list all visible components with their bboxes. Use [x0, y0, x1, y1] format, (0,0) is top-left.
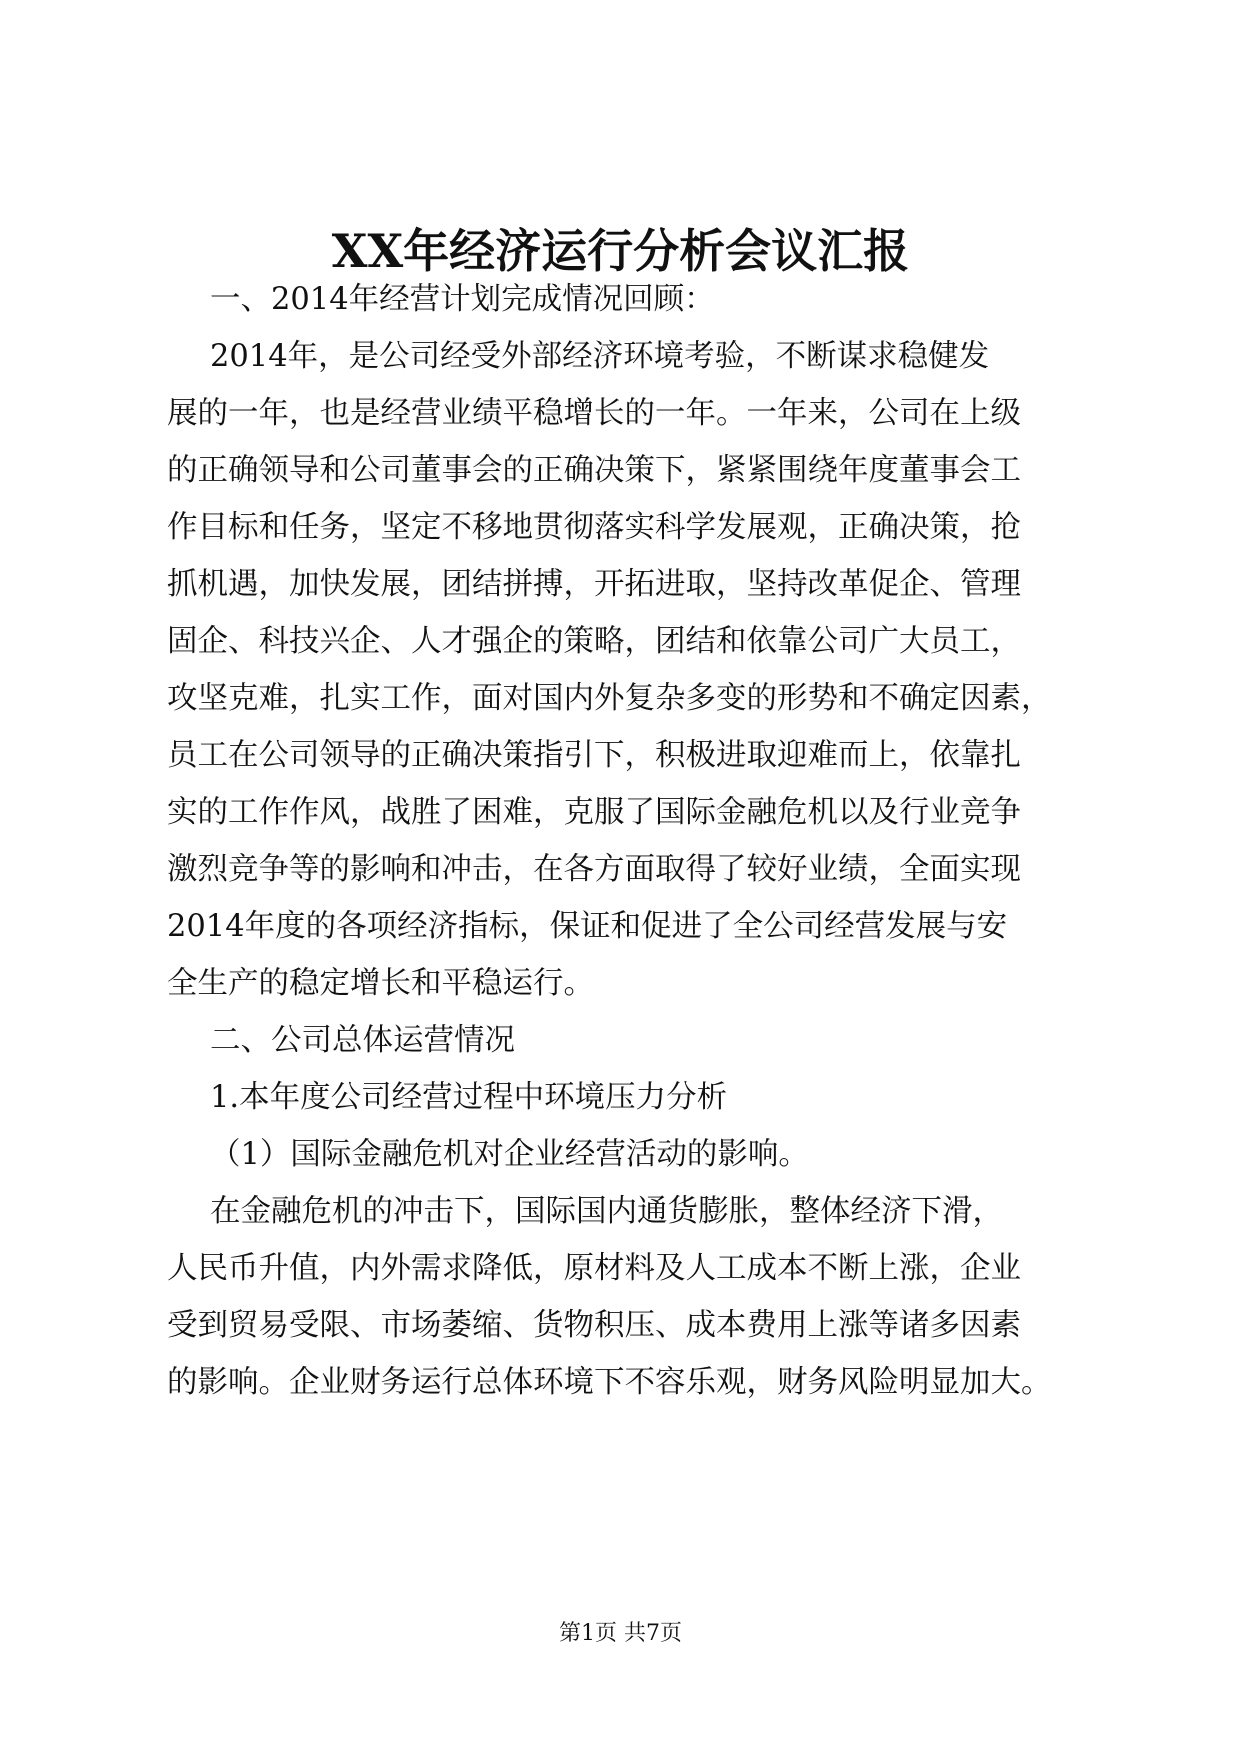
paragraph-line: 攻坚克难，扎实工作，面对国内外复杂多变的形势和不确定因素，	[167, 681, 1052, 716]
section-heading-1: 一、2014年经营计划完成情况回顾：	[210, 282, 715, 317]
paragraph-line: 2014年度的各项经济指标，保证和促进了全公司经营发展与安	[167, 909, 1008, 944]
subsection-heading: 1.本年度公司经营过程中环境压力分析	[210, 1080, 728, 1115]
page-footer: 第1页 共7页	[559, 1621, 682, 1646]
paragraph-line: 作目标和任务，坚定不移地贯彻落实科学发展观，正确决策，抢	[167, 510, 1021, 545]
paragraph-line: 展的一年，也是经营业绩平稳增长的一年。一年来，公司在上级	[167, 396, 1021, 431]
paragraph-line: 全生产的稳定增长和平稳运行。	[167, 966, 594, 1001]
paragraph-line: 人民币升值，内外需求降低，原材料及人工成本不断上涨，企业	[167, 1251, 1021, 1286]
paragraph-line: 的正确领导和公司董事会的正确决策下，紧紧围绕年度董事会工	[167, 453, 1021, 488]
paragraph-line: 实的工作作风，战胜了困难，克服了国际金融危机以及行业竞争	[167, 795, 1021, 830]
paragraph-line: 2014年，是公司经受外部经济环境考验，不断谋求稳健发	[210, 339, 990, 374]
section-heading-2: 二、公司总体运营情况	[210, 1023, 515, 1058]
document-title: XX年经济运行分析会议汇报	[331, 224, 910, 278]
item-heading: （1）国际金融危机对企业经营活动的影响。	[210, 1137, 809, 1172]
paragraph-line: 固企、科技兴企、人才强企的策略，团结和依靠公司广大员工，	[167, 624, 1021, 659]
paragraph-line: 受到贸易受限、市场萎缩、货物积压、成本费用上涨等诸多因素	[167, 1308, 1021, 1343]
paragraph-line: 员工在公司领导的正确决策指引下，积极进取迎难而上，依靠扎	[167, 738, 1021, 773]
paragraph-line: 激烈竞争等的影响和冲击，在各方面取得了较好业绩，全面实现	[167, 852, 1021, 887]
paragraph-line: 在金融危机的冲击下，国际国内通货膨胀，整体经济下滑，	[210, 1194, 1003, 1229]
paragraph-line: 抓机遇，加快发展，团结拼搏，开拓进取，坚持改革促企、管理	[167, 567, 1021, 602]
paragraph-line: 的影响。企业财务运行总体环境下不容乐观，财务风险明显加大。	[167, 1365, 1052, 1400]
